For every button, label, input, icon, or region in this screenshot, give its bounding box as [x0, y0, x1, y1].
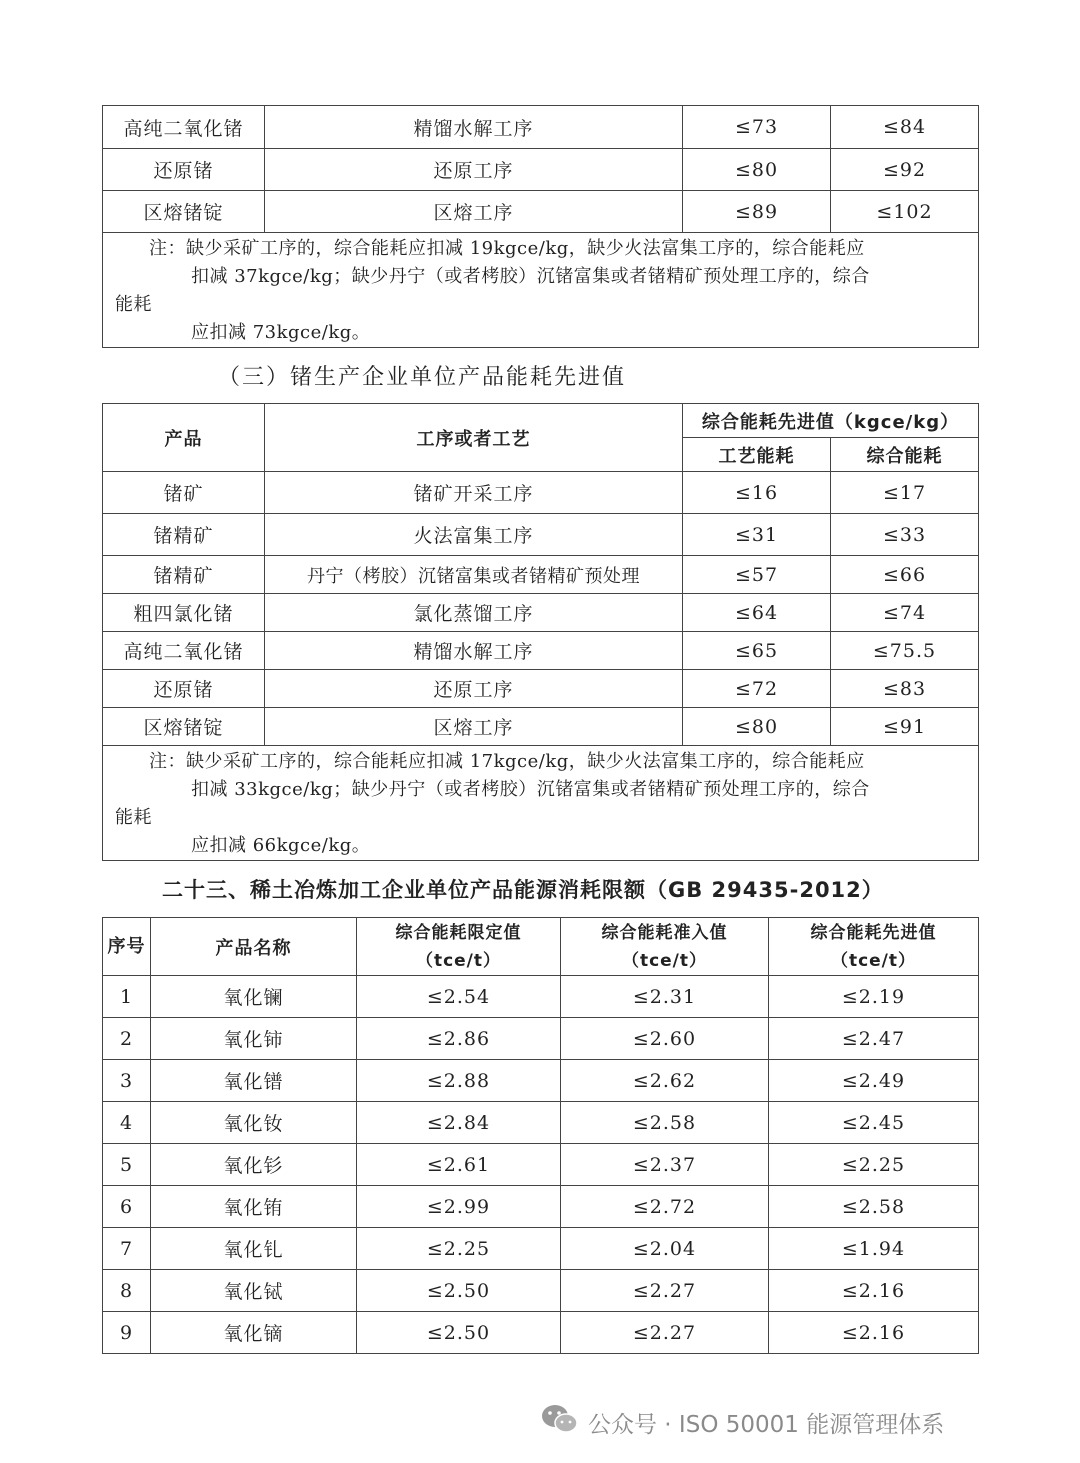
column-group-header: 综合能耗先进值（kgce/kg） — [683, 404, 979, 438]
header-text: 综合能耗准入值 — [601, 922, 728, 943]
table-row — [103, 1060, 979, 1102]
table-row — [103, 1228, 979, 1270]
product-cell: 还原锗 — [103, 670, 265, 708]
header-text: 综合能耗先进值 — [810, 922, 937, 943]
value-cell: ≤17 — [831, 472, 979, 514]
note-line: 应扣减 66kgce/kg。 — [191, 835, 371, 856]
column-header-seq — [103, 918, 151, 976]
table-row — [103, 191, 979, 233]
seq-cell: 5 — [103, 1144, 151, 1186]
product-cell: 粗四氯化锗 — [103, 594, 265, 632]
value-cell: ≤2.60 — [561, 1018, 769, 1060]
name-cell: 氧化钆 — [151, 1228, 357, 1270]
table-row — [103, 632, 979, 670]
name-cell: 氧化铕 — [151, 1186, 357, 1228]
value-cell: ≤33 — [831, 514, 979, 556]
value-cell: ≤57 — [683, 556, 831, 594]
value-cell: ≤2.16 — [769, 1270, 979, 1312]
header-unit: （tce/t） — [621, 950, 708, 971]
column-header — [357, 918, 561, 976]
value-cell: ≤84 — [831, 106, 979, 149]
value-cell: ≤1.94 — [769, 1228, 979, 1270]
name-cell: 氧化铽 — [151, 1270, 357, 1312]
value-cell: ≤2.19 — [769, 976, 979, 1018]
product-cell: 区熔锗锭 — [103, 708, 265, 746]
value-cell: ≤2.54 — [357, 976, 561, 1018]
product-cell: 锗矿 — [103, 472, 265, 514]
process-cell: 火法富集工序 — [265, 514, 683, 556]
value-cell: ≤66 — [831, 556, 979, 594]
value-cell: ≤2.86 — [357, 1018, 561, 1060]
table-row — [103, 149, 979, 191]
column-header: 产品 — [103, 404, 265, 472]
table-row — [103, 556, 979, 594]
header-text: 综合能耗限定值 — [395, 922, 522, 943]
value-cell: ≤75.5 — [831, 632, 979, 670]
table-row — [103, 670, 979, 708]
product-cell: 高纯二氧化锗 — [103, 106, 265, 149]
seq-cell: 9 — [103, 1312, 151, 1354]
seq-cell: 2 — [103, 1018, 151, 1060]
section-heading: 二十三、稀土冶炼加工企业单位产品能源消耗限额（GB 29435-2012） — [162, 878, 884, 902]
process-cell: 精馏水解工序 — [265, 106, 683, 149]
process-cell: 还原工序 — [265, 670, 683, 708]
column-header — [769, 918, 979, 976]
product-cell: 锗精矿 — [103, 556, 265, 594]
seq-cell: 8 — [103, 1270, 151, 1312]
wechat-icon — [540, 1402, 580, 1442]
value-cell: ≤2.37 — [561, 1144, 769, 1186]
seq-cell: 3 — [103, 1060, 151, 1102]
name-cell: 氧化镨 — [151, 1060, 357, 1102]
table-note — [103, 746, 979, 861]
value-cell: ≤2.31 — [561, 976, 769, 1018]
value-cell: ≤89 — [683, 191, 831, 233]
note-line: 能耗 — [115, 807, 152, 828]
value-cell: ≤102 — [831, 191, 979, 233]
value-cell: ≤2.58 — [561, 1102, 769, 1144]
value-cell: ≤2.27 — [561, 1270, 769, 1312]
process-cell: 区熔工序 — [265, 708, 683, 746]
table-row — [103, 1186, 979, 1228]
note-line: 能耗 — [115, 294, 152, 315]
value-cell: ≤2.99 — [357, 1186, 561, 1228]
value-cell: ≤2.04 — [561, 1228, 769, 1270]
name-cell: 氧化铈 — [151, 1018, 357, 1060]
table-row — [103, 106, 979, 149]
value-cell: ≤2.61 — [357, 1144, 561, 1186]
value-cell: ≤2.16 — [769, 1312, 979, 1354]
table-ge-access-continued — [102, 105, 979, 348]
value-cell: ≤74 — [831, 594, 979, 632]
column-header: 工艺能耗 — [683, 438, 831, 472]
seq-cell: 6 — [103, 1186, 151, 1228]
header-text: 序号 — [107, 935, 146, 957]
note-row — [103, 233, 979, 348]
table-row — [103, 514, 979, 556]
column-header — [561, 918, 769, 976]
table-row — [103, 1312, 979, 1354]
table-row — [103, 976, 979, 1018]
value-cell: ≤2.25 — [357, 1228, 561, 1270]
header-unit: （tce/t） — [415, 950, 502, 971]
value-cell: ≤91 — [831, 708, 979, 746]
table-rare-earth — [102, 917, 979, 1354]
value-cell: ≤80 — [683, 149, 831, 191]
value-cell: ≤83 — [831, 670, 979, 708]
table-header-row — [103, 404, 979, 438]
value-cell: ≤72 — [683, 670, 831, 708]
process-cell: 氯化蒸馏工序 — [265, 594, 683, 632]
product-cell: 高纯二氧化锗 — [103, 632, 265, 670]
value-cell: ≤64 — [683, 594, 831, 632]
product-cell: 锗精矿 — [103, 514, 265, 556]
table-header-row — [103, 918, 979, 976]
name-cell: 氧化钕 — [151, 1102, 357, 1144]
value-cell: ≤2.58 — [769, 1186, 979, 1228]
process-cell: 精馏水解工序 — [265, 632, 683, 670]
value-cell: ≤2.50 — [357, 1270, 561, 1312]
value-cell: ≤2.47 — [769, 1018, 979, 1060]
table-ge-advanced — [102, 403, 979, 861]
header-unit: （tce/t） — [830, 950, 917, 971]
column-header: 产品名称 — [151, 918, 357, 976]
table-row — [103, 1270, 979, 1312]
value-cell: ≤2.25 — [769, 1144, 979, 1186]
watermark — [540, 1402, 944, 1442]
seq-cell: 7 — [103, 1228, 151, 1270]
note-line: 扣减 33kgce/kg；缺少丹宁（或者栲胶）沉锗富集或者锗精矿预处理工序的，综合 — [191, 779, 870, 800]
table-row — [103, 1018, 979, 1060]
note-line: 注：缺少采矿工序的，综合能耗应扣减 17kgce/kg，缺少火法富集工序的，综合能耗应 — [149, 751, 865, 772]
name-cell: 氧化镧 — [151, 976, 357, 1018]
table-row — [103, 594, 979, 632]
value-cell: ≤2.45 — [769, 1102, 979, 1144]
process-cell: 区熔工序 — [265, 191, 683, 233]
value-cell: ≤65 — [683, 632, 831, 670]
value-cell: ≤2.50 — [357, 1312, 561, 1354]
value-cell: ≤31 — [683, 514, 831, 556]
value-cell: ≤16 — [683, 472, 831, 514]
column-header: 综合能耗 — [831, 438, 979, 472]
watermark-text: 公众号 · ISO 50001 能源管理体系 — [588, 1411, 945, 1438]
value-cell: ≤2.27 — [561, 1312, 769, 1354]
table-row — [103, 1102, 979, 1144]
process-cell: 还原工序 — [265, 149, 683, 191]
seq-cell: 4 — [103, 1102, 151, 1144]
value-cell: ≤2.49 — [769, 1060, 979, 1102]
value-cell: ≤92 — [831, 149, 979, 191]
value-cell: ≤80 — [683, 708, 831, 746]
section-heading: （三）锗生产企业单位产品能耗先进值 — [218, 365, 627, 390]
table-note — [103, 233, 979, 348]
value-cell: ≤73 — [683, 106, 831, 149]
note-line: 扣减 37kgce/kg；缺少丹宁（或者栲胶）沉锗富集或者锗精矿预处理工序的，综合 — [191, 266, 870, 287]
value-cell: ≤2.84 — [357, 1102, 561, 1144]
seq-cell: 1 — [103, 976, 151, 1018]
process-cell: 丹宁（栲胶）沉锗富集或者锗精矿预处理 — [265, 556, 683, 594]
note-line: 注：缺少采矿工序的，综合能耗应扣减 19kgce/kg，缺少火法富集工序的，综合能耗应 — [149, 238, 865, 259]
process-cell: 锗矿开采工序 — [265, 472, 683, 514]
name-cell: 氧化镝 — [151, 1312, 357, 1354]
column-header: 工序或者工艺 — [265, 404, 683, 472]
note-row — [103, 746, 979, 861]
value-cell: ≤2.88 — [357, 1060, 561, 1102]
name-cell: 氧化钐 — [151, 1144, 357, 1186]
value-cell: ≤2.62 — [561, 1060, 769, 1102]
value-cell: ≤2.72 — [561, 1186, 769, 1228]
table-row — [103, 472, 979, 514]
table-row — [103, 708, 979, 746]
table-row — [103, 1144, 979, 1186]
product-cell: 还原锗 — [103, 149, 265, 191]
note-line: 应扣减 73kgce/kg。 — [191, 322, 371, 343]
product-cell: 区熔锗锭 — [103, 191, 265, 233]
